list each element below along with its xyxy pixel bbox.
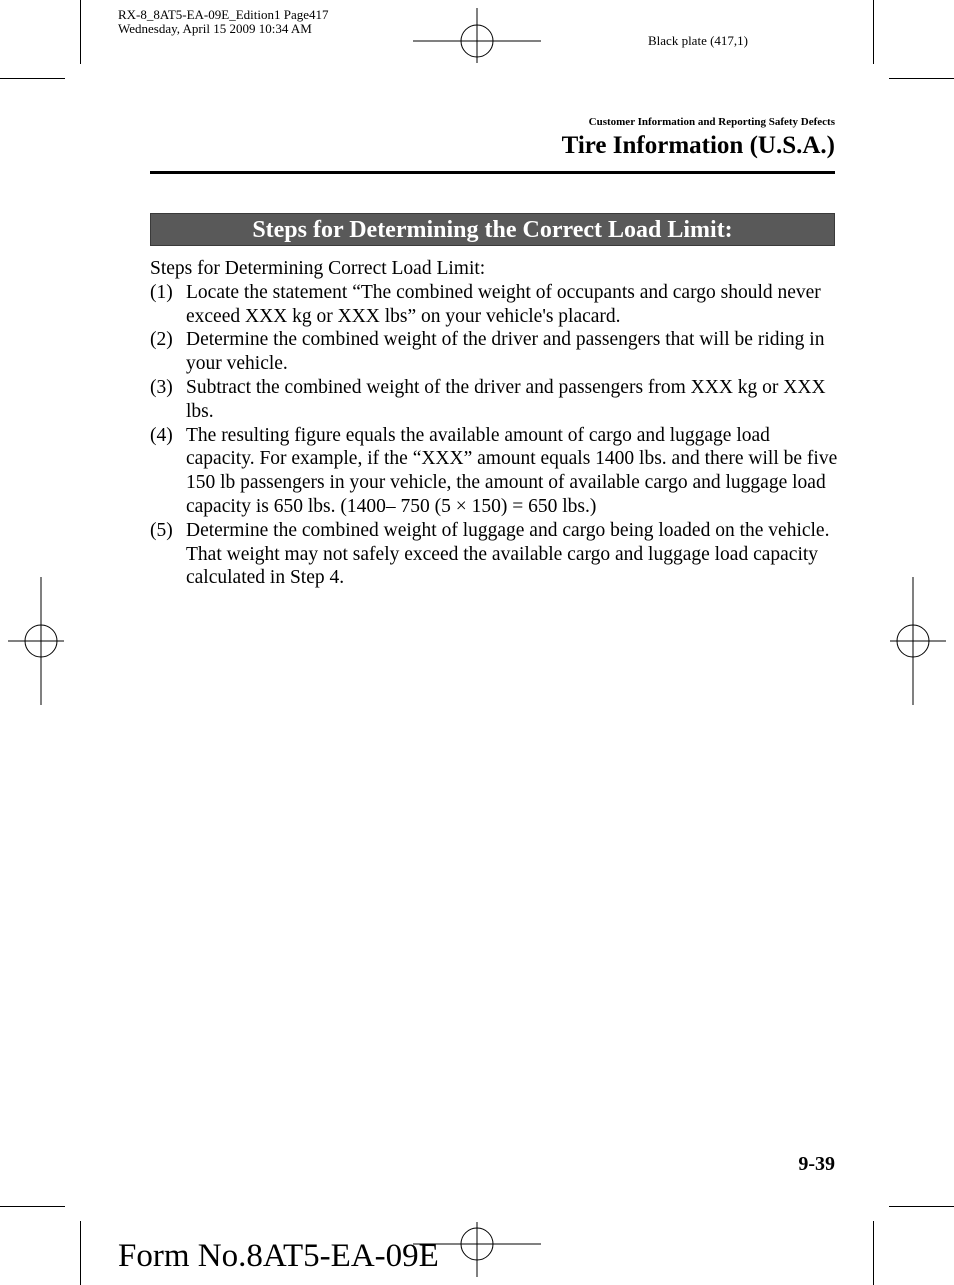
registration-target-top [413,8,541,63]
step-text: Locate the statement “The combined weight of occupants and cargo should never exceed XXX kg or XXX lbs” on your vehicle's placard. [186,281,821,327]
print-slug [118,8,329,36]
list-item [150,376,840,424]
step-number: (2) [150,329,173,351]
chapter-title: Tire Information (U.S.A.) [561,132,835,159]
slug-line-file: RX-8_8AT5-EA-09E_Edition1 Page417 [118,7,329,22]
registration-target-right [890,577,946,705]
running-section-title: Customer Information and Reporting Safety Defects [588,116,835,128]
step-text: Determine the combined weight of the driver and passengers that will be riding in your vehicle. [186,329,825,375]
list-item [150,424,840,519]
section-banner: Steps for Determining the Correct Load Limit: [150,213,835,246]
slug-line-date: Wednesday, April 15 2009 10:34 AM [118,21,312,36]
list-item [150,328,840,376]
intro-paragraph: Steps for Determining Correct Load Limit: [150,258,486,279]
step-number: (5) [150,519,173,541]
step-number: (4) [150,424,173,446]
form-number: Form No.8AT5-EA-09E [118,1238,439,1274]
list-item [150,519,840,590]
body-text [150,257,840,590]
step-text: The resulting figure equals the available amount of cargo and luggage load capacity. For example, if the “XXX” amount equals 1400 lbs. and there will be five 150 lb passengers in your vehicle, the amount of available cargo and luggage load capacity is 650 lbs. (1400– 750 (5 × 150) = 650 lbs.) [186,424,838,517]
plate-label: Black plate (417,1) [648,33,748,48]
step-text: Determine the combined weight of luggage and cargo being loaded on the vehicle. That weight may not safely exceed the available cargo and luggage load capacity calculated in Step 4. [186,519,830,589]
list-item [150,281,840,329]
step-number: (1) [150,281,173,303]
step-text: Subtract the combined weight of the driver and passengers from XXX kg or XXX lbs. [186,376,826,422]
registration-target-left [8,577,64,705]
header-rule [150,171,835,174]
step-number: (3) [150,376,173,398]
page-number: 9-39 [798,1153,835,1175]
steps-list [150,281,840,590]
